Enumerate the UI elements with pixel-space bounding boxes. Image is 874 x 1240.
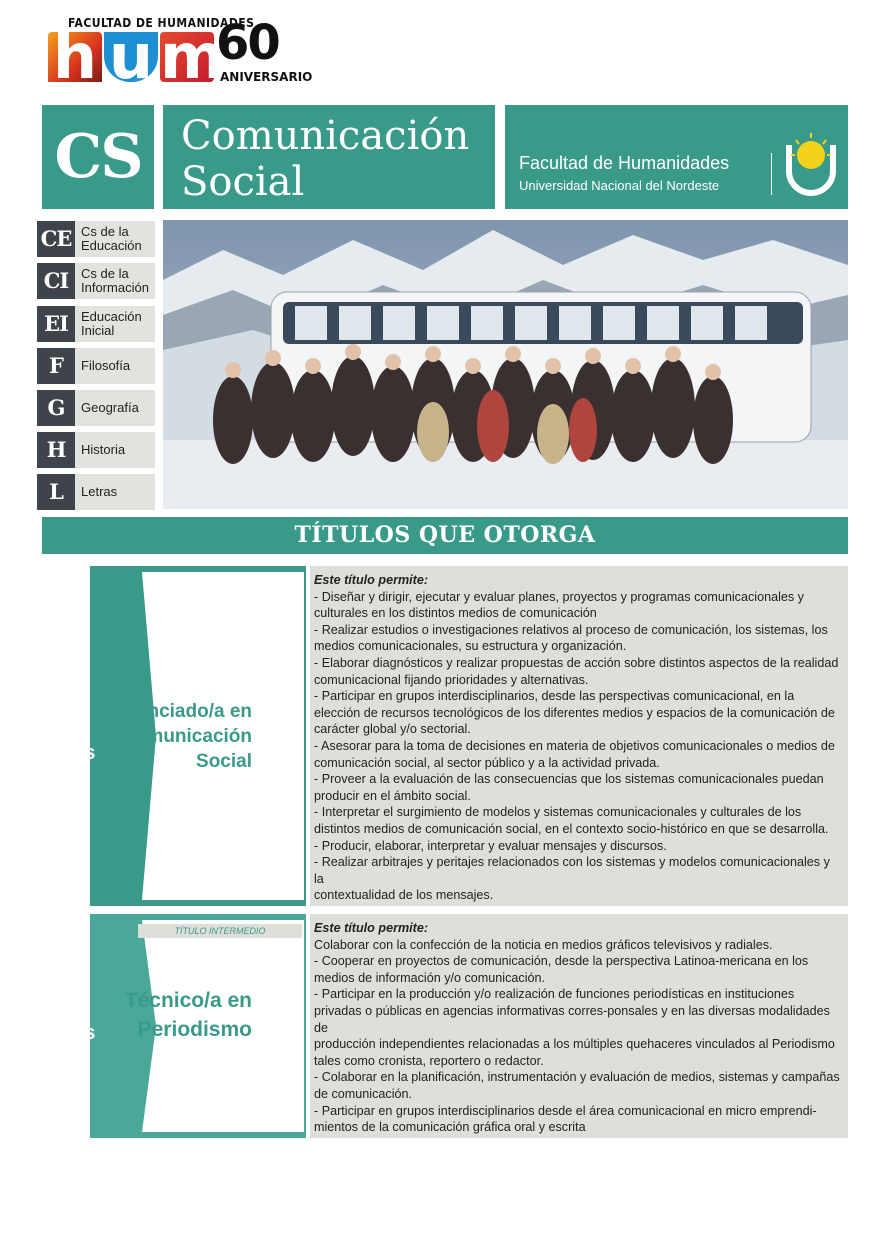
titles-heading: TÍTULOS QUE OTORGA bbox=[42, 517, 848, 554]
degree-section-licenciatura bbox=[42, 566, 848, 906]
logo-faculty-text: FACULTAD DE HUMANIDADES bbox=[68, 16, 255, 30]
faculty-anniversary-logo bbox=[46, 15, 313, 93]
degree-name: Licenciado/a en Comunicación Social bbox=[109, 701, 252, 772]
sidebar-item-ce[interactable] bbox=[37, 221, 155, 257]
faculty-box bbox=[505, 105, 848, 209]
logo-letter-u: u bbox=[104, 32, 158, 82]
degree-duration bbox=[42, 914, 102, 1138]
sidebar-code: H bbox=[37, 432, 75, 468]
years-label: años bbox=[48, 742, 96, 764]
logo-letter-m: m bbox=[160, 20, 225, 93]
sidebar-label: Historia bbox=[81, 442, 126, 457]
university-name: Universidad Nacional del Nordeste bbox=[519, 178, 720, 193]
sidebar-label: Cs de la Educación bbox=[81, 224, 142, 253]
sidebar-item-ei[interactable] bbox=[37, 306, 155, 342]
sidebar-code: EI bbox=[37, 306, 75, 342]
sidebar-item-f[interactable] bbox=[37, 348, 155, 384]
description-heading: Este título permite: bbox=[314, 573, 429, 587]
unne-sun-logo-icon bbox=[783, 125, 839, 197]
group-photo-illustration bbox=[163, 220, 848, 509]
degree-description: Este título permite: - Diseñar y dirigir, ejecutar y evaluar planes, proyectos y programas comunicacionales y culturales en los distintos medios de comunicación - Realizar estudios o investigaciones relativos al proceso de comunicación, los sistemas, los medios comunicacionales, su estructura y organización. - Elaborar diagnósticos y realizar propuestas de acción sobre distintos aspectos de la realidad comunicacional fijando prioridades y alternativas. - Participar en grupos interdisciplinarios, desde las perspectivas comunicacional, en la elección de recursos tecnológicos de los diferentes medios y espacios de la comunicación de carácter global y/o sectorial. - Asesorar para la toma de decisiones en materia de objetivos comunicacionales o medios de comunicación social, al sector público y a la actividad privada. - Proveer a la evaluación de las consecuencias que los sistemas comunicacionales puedan producir en el ámbito social. - Interpretar el surgimiento de modelos y sistemas comunicacionales y culturales de los distintos medios de comunicación social, en el contexto socio-histórico en que se desarrolla. - Producir, elaborar, interpretar y evaluar mensajes y discursos. - Realizar arbitrajes y peritajes relacionados con los sistemas y modelos comunicacionales y la contextualidad de los mensajes. bbox=[310, 566, 848, 906]
sidebar-label: Filosofía bbox=[81, 358, 131, 373]
sidebar-item-l[interactable] bbox=[37, 474, 155, 510]
career-code-box: CS bbox=[42, 105, 154, 209]
career-title-line2: Social bbox=[181, 159, 305, 205]
sidebar-code: CI bbox=[37, 263, 75, 299]
sidebar-item-g[interactable] bbox=[37, 390, 155, 426]
degree-name: Técnico/a en Periodismo bbox=[124, 989, 252, 1041]
faculty-separator bbox=[771, 153, 772, 195]
years-number: 3 bbox=[61, 982, 83, 1023]
degree-duration bbox=[42, 566, 102, 906]
description-heading: Este título permite: bbox=[314, 921, 429, 935]
logo-sixty: 60 bbox=[216, 15, 279, 71]
sidebar-code: CE bbox=[37, 221, 75, 257]
career-title bbox=[163, 105, 495, 209]
intermediate-title-label: TÍTULO INTERMEDIO bbox=[138, 924, 302, 938]
logo-anniversary-text: ANIVERSARIO bbox=[220, 70, 313, 84]
sidebar-code: F bbox=[37, 348, 75, 384]
sidebar-label: Letras bbox=[81, 484, 118, 499]
sidebar-item-ci[interactable] bbox=[37, 263, 155, 299]
years-number: 5 bbox=[61, 702, 83, 743]
degree-section-tecnicatura bbox=[42, 914, 848, 1138]
sidebar-item-h[interactable] bbox=[37, 432, 155, 468]
logo-letter-h: h bbox=[48, 32, 102, 82]
faculty-name: Facultad de Humanidades bbox=[519, 153, 730, 173]
sidebar-code: L bbox=[37, 474, 75, 510]
years-label: años bbox=[48, 1022, 96, 1044]
sidebar-label: Geografía bbox=[81, 400, 139, 415]
group-photo bbox=[163, 220, 848, 509]
sidebar-label: Cs de la Información bbox=[81, 266, 149, 295]
degree-description: Este título permite: Colaborar con la confección de la noticia en medios gráficos televisivos y radiales. - Cooperar en proyectos de comunicación, desde la perspectiva Latinoa-mericana en los medios de información y/o comunicación. - Participar en la producción y/o realización de funciones periodísticas en instituciones privadas o públicas en agencias informativas corres-ponsales y en las diversas modalidades de producción independientes relacionadas a los múltiples quehaceres vinculados al Periodismo tales como cronista, reportero o redactor. - Colaborar en la planificación, instrumentación y evaluación de medios, sistemas y campañas de comunicación. - Participar en grupos interdisciplinarios desde el área comunicacional en micro emprendi- mientos de la comunicación gráfica oral y escrita bbox=[310, 914, 848, 1138]
sidebar-code: G bbox=[37, 390, 75, 426]
sidebar-label: Educación Inicial bbox=[81, 309, 142, 338]
career-title-line1: Comunicación bbox=[181, 113, 470, 159]
